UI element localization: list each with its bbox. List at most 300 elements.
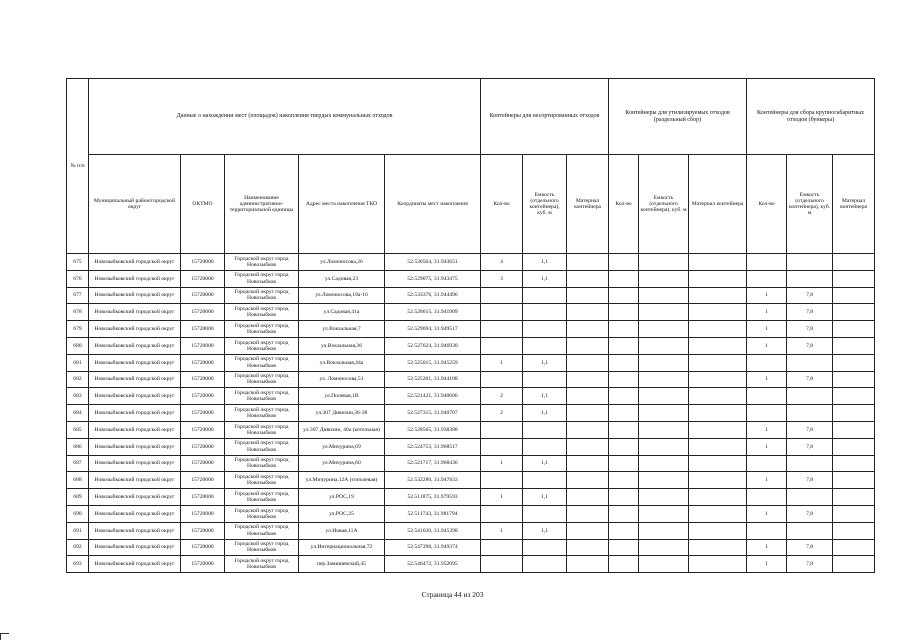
row-bulky-count [747,254,787,271]
row-coords: 52.525015, 31.945259 [385,354,481,371]
row-unsorted-material [567,354,609,371]
row-bulky-capacity [787,489,833,506]
row-unsorted-count: 3 [481,270,523,287]
row-bulky-material [833,354,875,371]
row-recyclable-count [609,539,639,556]
row-recyclable-count [609,321,639,338]
row-admin-unit: Городской округ город Новозыбков [225,472,299,489]
row-municipality: Новозыбковский городской округ [89,388,181,405]
row-number: 677 [67,287,89,304]
row-unsorted-capacity: 1,1 [523,522,567,539]
header-unsorted-count: Кол-во [481,155,523,254]
row-bulky-capacity: 7,8 [787,321,833,338]
row-municipality: Новозыбковский городской округ [89,489,181,506]
row-recyclable-material [689,438,747,455]
row-recyclable-capacity [639,556,689,573]
row-admin-unit: Городской округ город Новозыбков [225,421,299,438]
row-bulky-capacity: 7,8 [787,556,833,573]
row-unsorted-material [567,455,609,472]
header-recyclable-material: Материал контейнера [689,155,747,254]
header-bulky-count: Кол-во [747,155,787,254]
row-unsorted-material [567,287,609,304]
row-oktmo: 15720000 [181,254,225,271]
row-bulky-material [833,337,875,354]
row-unsorted-material [567,438,609,455]
row-municipality: Новозыбковский городской округ [89,421,181,438]
row-coords: 52.541630, 31.945398 [385,522,481,539]
row-recyclable-capacity [639,270,689,287]
row-admin-unit: Городской округ город Новозыбков [225,438,299,455]
row-recyclable-count [609,489,639,506]
row-admin-unit: Городской округ город Новозыбков [225,270,299,287]
row-bulky-material [833,539,875,556]
row-oktmo: 15720000 [181,287,225,304]
table-row [67,337,875,354]
row-unsorted-capacity [523,505,567,522]
row-unsorted-material [567,337,609,354]
row-bulky-capacity [787,388,833,405]
row-address: ул.Садовая,23 [299,270,385,287]
row-unsorted-capacity: 1,1 [523,354,567,371]
row-recyclable-capacity [639,337,689,354]
row-recyclable-material [689,421,747,438]
row-address: пер.Замишевский,45 [299,556,385,573]
row-address: ул.Новая,11А [299,522,385,539]
row-recyclable-material [689,455,747,472]
row-unsorted-capacity: 1,1 [523,455,567,472]
row-bulky-capacity: 7,8 [787,438,833,455]
table-row [67,472,875,489]
header-recyclable-count: Кол-во [609,155,639,254]
waste-sites-table [66,78,875,573]
row-oktmo: 15720000 [181,438,225,455]
row-recyclable-count [609,337,639,354]
row-bulky-count: 1 [747,472,787,489]
row-bulky-count: 1 [747,304,787,321]
table-row [67,455,875,472]
row-unsorted-material [567,388,609,405]
row-oktmo: 15720000 [181,489,225,506]
header-recyclable-capacity: Емкость (отдельного контейнера), куб. м [639,155,689,254]
row-recyclable-material [689,539,747,556]
row-unsorted-capacity: 1,1 [523,270,567,287]
row-oktmo: 15720000 [181,539,225,556]
row-oktmo: 15720000 [181,522,225,539]
row-unsorted-material [567,254,609,271]
row-recyclable-capacity [639,505,689,522]
header-group-unsorted: Контейнеры для несортированных отходов [481,79,609,155]
row-unsorted-count: 1 [481,522,523,539]
row-municipality: Новозыбковский городской округ [89,270,181,287]
page-number: Страница 44 из 203 [421,590,484,599]
row-bulky-count [747,455,787,472]
row-bulky-capacity [787,522,833,539]
row-municipality: Новозыбковский городской округ [89,539,181,556]
row-bulky-count [747,405,787,422]
row-coords: 52.511875, 31.979593 [385,489,481,506]
row-recyclable-material [689,371,747,388]
row-bulky-material [833,489,875,506]
row-bulky-count: 1 [747,337,787,354]
row-unsorted-material [567,371,609,388]
table-row [67,421,875,438]
row-admin-unit: Городской округ город Новозыбков [225,556,299,573]
row-coords: 52.527315, 31.940707 [385,405,481,422]
table-body [67,254,875,573]
row-municipality: Новозыбковский городской округ [89,556,181,573]
row-admin-unit: Городской округ город Новозыбков [225,304,299,321]
header-bulky-material: Материал контейнера [833,155,875,254]
row-bulky-count [747,522,787,539]
row-address: ул.Садовая,41а [299,304,385,321]
row-municipality: Новозыбковский городской округ [89,337,181,354]
row-address: ул.307 Дивизии, 40а (котельная) [299,421,385,438]
row-bulky-capacity: 7,8 [787,371,833,388]
row-address: ул.Ломоносова,18а-16 [299,287,385,304]
row-oktmo: 15720000 [181,337,225,354]
row-unsorted-material [567,421,609,438]
header-address: Адрес места накопления ТКО [299,155,385,254]
row-bulky-material [833,522,875,539]
row-coords: 52.529075, 31.943475 [385,270,481,287]
row-unsorted-material [567,405,609,422]
row-municipality: Новозыбковский городской округ [89,438,181,455]
row-unsorted-count [481,287,523,304]
row-number: 684 [67,405,89,422]
header-group-bulky: Контейнеры для сбора крупногабаритных отходов (бункеры) [747,79,875,155]
row-oktmo: 15720000 [181,304,225,321]
row-bulky-material [833,472,875,489]
row-recyclable-count [609,270,639,287]
row-unsorted-capacity: 1,1 [523,489,567,506]
row-bulky-material [833,321,875,338]
table-row [67,438,875,455]
row-recyclable-material [689,556,747,573]
table-row [67,254,875,271]
header-municipality: Муниципальный район/городской округ [89,155,181,254]
row-recyclable-material [689,287,747,304]
row-recyclable-material [689,304,747,321]
row-bulky-count [747,354,787,371]
row-unsorted-count [481,304,523,321]
row-municipality: Новозыбковский городской округ [89,354,181,371]
row-unsorted-material [567,522,609,539]
table-row [67,304,875,321]
row-number: 687 [67,455,89,472]
row-bulky-capacity [787,270,833,287]
row-unsorted-count [481,472,523,489]
row-recyclable-count [609,505,639,522]
table-row [67,321,875,338]
header-group-main: Данные о нахождении мест (площадок) накопления твердых коммунальных отходов [89,79,481,155]
row-address: ул.РОС,19 [299,489,385,506]
row-recyclable-count [609,304,639,321]
row-address: ул.Ломоносова,26 [299,254,385,271]
row-admin-unit: Городской округ город Новозыбков [225,505,299,522]
row-bulky-material [833,371,875,388]
row-unsorted-capacity [523,421,567,438]
row-recyclable-count [609,438,639,455]
row-oktmo: 15720000 [181,472,225,489]
row-bulky-capacity [787,405,833,422]
row-number: 686 [67,438,89,455]
row-address: ул.Мичурина,69 [299,438,385,455]
row-bulky-capacity: 7,8 [787,304,833,321]
row-recyclable-capacity [639,254,689,271]
row-recyclable-capacity [639,405,689,422]
row-address: ул.Вокзальная,36 [299,337,385,354]
row-recyclable-material [689,522,747,539]
row-address: ул.Мичурина,60 [299,455,385,472]
row-coords: 52.533376, 31.944496 [385,287,481,304]
row-unsorted-count: 1 [481,455,523,472]
row-number: 681 [67,354,89,371]
row-recyclable-count [609,371,639,388]
row-number: 693 [67,556,89,573]
row-recyclable-material [689,472,747,489]
row-admin-unit: Городской округ город Новозыбков [225,354,299,371]
row-oktmo: 15720000 [181,321,225,338]
row-unsorted-capacity [523,472,567,489]
row-coords: 52.530564, 31.943651 [385,254,481,271]
row-unsorted-capacity [523,304,567,321]
row-bulky-capacity [787,354,833,371]
row-number: 690 [67,505,89,522]
row-recyclable-count [609,405,639,422]
row-unsorted-count [481,505,523,522]
table-row [67,539,875,556]
row-bulky-capacity [787,455,833,472]
row-coords: 52.527624, 31.946930 [385,337,481,354]
row-address: ул.РОС,25 [299,505,385,522]
row-recyclable-capacity [639,304,689,321]
row-recyclable-capacity [639,489,689,506]
row-unsorted-capacity: 1,1 [523,254,567,271]
row-oktmo: 15720000 [181,455,225,472]
row-unsorted-material [567,472,609,489]
row-recyclable-capacity [639,388,689,405]
row-municipality: Новозыбковский городской округ [89,455,181,472]
row-recyclable-count [609,287,639,304]
row-unsorted-material [567,539,609,556]
row-recyclable-count [609,421,639,438]
row-recyclable-count [609,254,639,271]
row-coords: 52.528615, 31.941909 [385,304,481,321]
row-municipality: Новозыбковский городской округ [89,371,181,388]
row-oktmo: 15720000 [181,405,225,422]
header-unsorted-capacity: Емкость (отдельного контейнера), куб. м [523,155,567,254]
row-admin-unit: Городской округ город Новозыбков [225,371,299,388]
row-municipality: Новозыбковский городской округ [89,522,181,539]
table-row [67,354,875,371]
row-admin-unit: Городской округ город Новозыбков [225,388,299,405]
row-bulky-capacity: 7,8 [787,539,833,556]
row-address: ул.Вокзальная,44а [299,354,385,371]
header-num: № п/п [67,79,89,254]
row-bulky-count: 1 [747,371,787,388]
row-coords: 52.532280, 31.947833 [385,472,481,489]
row-recyclable-capacity [639,321,689,338]
row-unsorted-count [481,337,523,354]
row-unsorted-count: 2 [481,388,523,405]
row-oktmo: 15720000 [181,388,225,405]
row-bulky-material [833,556,875,573]
row-recyclable-material [689,405,747,422]
row-bulky-count: 1 [747,556,787,573]
row-recyclable-material [689,354,747,371]
row-municipality: Новозыбковский городской округ [89,472,181,489]
row-number: 689 [67,489,89,506]
header-coords: Координаты мест накопления [385,155,481,254]
row-oktmo: 15720000 [181,270,225,287]
row-number: 675 [67,254,89,271]
row-coords: 52.521717, 31.968436 [385,455,481,472]
row-unsorted-material [567,270,609,287]
row-unsorted-count: 1 [481,489,523,506]
row-bulky-material [833,421,875,438]
row-coords: 52.547398, 31.949374 [385,539,481,556]
row-municipality: Новозыбковский городской округ [89,405,181,422]
row-municipality: Новозыбковский городской округ [89,254,181,271]
row-bulky-capacity: 7,8 [787,337,833,354]
row-oktmo: 15720000 [181,371,225,388]
row-unsorted-count [481,556,523,573]
row-oktmo: 15720000 [181,505,225,522]
row-number: 678 [67,304,89,321]
row-bulky-count [747,388,787,405]
row-recyclable-material [689,388,747,405]
row-admin-unit: Городской округ город Новозыбков [225,321,299,338]
row-bulky-material [833,304,875,321]
row-bulky-count: 1 [747,287,787,304]
row-address: ул.Полевая,1В [299,388,385,405]
row-number: 688 [67,472,89,489]
row-unsorted-count [481,539,523,556]
row-recyclable-count [609,472,639,489]
row-recyclable-count [609,388,639,405]
row-unsorted-capacity: 1,1 [523,388,567,405]
row-coords: 52.524753, 31.968517 [385,438,481,455]
row-recyclable-material [689,254,747,271]
table-row [67,388,875,405]
row-bulky-capacity: 7,8 [787,505,833,522]
row-bulky-count: 1 [747,505,787,522]
row-recyclable-capacity [639,539,689,556]
row-unsorted-count: 2 [481,405,523,422]
row-recyclable-capacity [639,354,689,371]
row-oktmo: 15720000 [181,354,225,371]
row-number: 685 [67,421,89,438]
row-number: 682 [67,371,89,388]
row-bulky-count [747,270,787,287]
row-admin-unit: Городской округ город Новозыбков [225,287,299,304]
row-bulky-material [833,254,875,271]
row-unsorted-capacity [523,287,567,304]
corner-mark [0,633,9,640]
header-oktmo: ОКТМО [181,155,225,254]
table-row [67,405,875,422]
row-recyclable-material [689,489,747,506]
table-row [67,556,875,573]
row-bulky-material [833,287,875,304]
table-row [67,287,875,304]
row-address: ул.Интернациональная,72 [299,539,385,556]
row-bulky-material [833,388,875,405]
row-address: ул.307 Дивизии,36-38 [299,405,385,422]
row-coords: 52.521421, 31.940606 [385,388,481,405]
row-unsorted-count [481,421,523,438]
row-recyclable-count [609,556,639,573]
row-recyclable-material [689,337,747,354]
row-recyclable-capacity [639,522,689,539]
row-recyclable-capacity [639,287,689,304]
row-unsorted-count [481,438,523,455]
row-bulky-count: 1 [747,321,787,338]
row-unsorted-count: 1 [481,354,523,371]
row-municipality: Новозыбковский городской округ [89,304,181,321]
row-municipality: Новозыбковский городской округ [89,287,181,304]
row-number: 676 [67,270,89,287]
row-unsorted-count: 4 [481,254,523,271]
row-recyclable-material [689,505,747,522]
row-recyclable-material [689,321,747,338]
row-unsorted-material [567,556,609,573]
row-coords: 52.525201, 31.944108 [385,371,481,388]
row-unsorted-capacity [523,337,567,354]
row-bulky-material [833,455,875,472]
row-recyclable-material [689,270,747,287]
row-coords: 52.529694, 31.949517 [385,321,481,338]
row-bulky-count [747,489,787,506]
row-unsorted-count [481,321,523,338]
header-bulky-capacity: Емкость (отдельного контейнера), куб. м [787,155,833,254]
row-unsorted-material [567,304,609,321]
row-bulky-capacity: 7,8 [787,287,833,304]
row-unsorted-material [567,321,609,338]
row-address: ул.Вокзальная,7 [299,321,385,338]
row-unsorted-capacity [523,556,567,573]
table-row [67,505,875,522]
row-admin-unit: Городской округ город Новозыбков [225,522,299,539]
row-bulky-capacity [787,254,833,271]
row-number: 692 [67,539,89,556]
row-recyclable-capacity [639,421,689,438]
row-admin-unit: Городской округ город Новозыбков [225,337,299,354]
row-admin-unit: Городской округ город Новозыбков [225,489,299,506]
row-admin-unit: Городской округ город Новозыбков [225,539,299,556]
row-oktmo: 15720000 [181,556,225,573]
row-recyclable-count [609,354,639,371]
header-unsorted-material: Материал контейнера [567,155,609,254]
row-number: 679 [67,321,89,338]
row-oktmo: 15720000 [181,421,225,438]
row-coords: 52.528565, 31.938388 [385,421,481,438]
row-unsorted-material [567,505,609,522]
row-bulky-count: 1 [747,421,787,438]
row-address: ул. Ломоносова,51 [299,371,385,388]
row-unsorted-count [481,371,523,388]
row-bulky-material [833,405,875,422]
row-bulky-material [833,505,875,522]
row-recyclable-capacity [639,455,689,472]
row-admin-unit: Городской округ город Новозыбков [225,405,299,422]
header-group-recyclable: Контейнеры для утилизируемых отходов (раздельный сбор) [609,79,747,155]
row-recyclable-capacity [639,371,689,388]
row-recyclable-count [609,522,639,539]
row-unsorted-capacity [523,321,567,338]
row-admin-unit: Городской округ город Новозыбков [225,455,299,472]
row-bulky-material [833,438,875,455]
